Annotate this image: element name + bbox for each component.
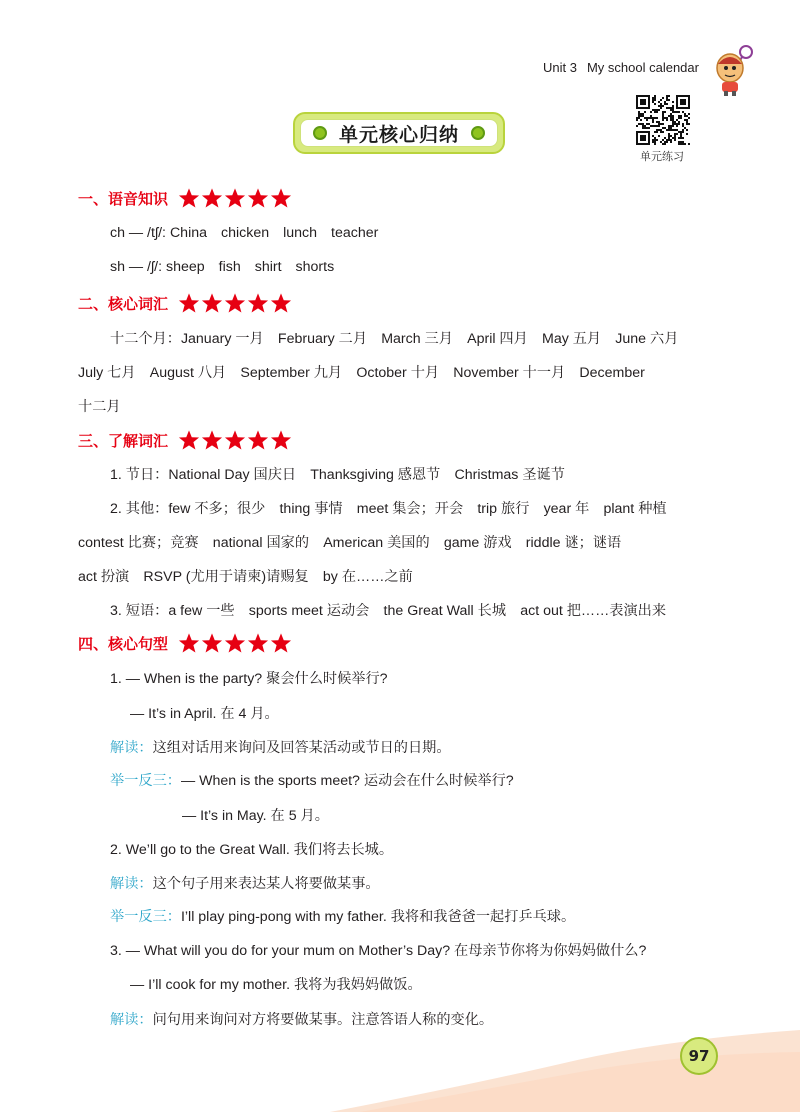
star-icon <box>247 187 269 209</box>
phonics-word: teacher <box>331 225 379 241</box>
phonics-word: lunch <box>283 225 318 241</box>
title-banner <box>293 112 505 154</box>
star-icon <box>201 429 223 451</box>
note-label: 解读： <box>110 1012 153 1028</box>
note-label: 解读： <box>110 740 153 756</box>
vocab-line: 十二月 <box>78 399 121 415</box>
note-line <box>110 874 380 894</box>
star-icon <box>224 292 246 314</box>
section-extra-vocab-header <box>78 428 293 452</box>
star-rating <box>178 632 293 654</box>
example-line <box>110 907 575 927</box>
star-icon <box>270 292 292 314</box>
star-icon <box>201 632 223 654</box>
section-title: 四、核心句型 <box>78 634 169 653</box>
example-line: — It’s in May. 在 5 月。 <box>182 808 329 824</box>
star-icon <box>224 429 246 451</box>
banner-dot-icon <box>313 126 327 140</box>
sentence-line: — It’s in April. 在 4 月。 <box>130 706 279 722</box>
star-icon <box>178 292 200 314</box>
star-icon <box>270 187 292 209</box>
unit-topic: My school calendar <box>586 60 699 75</box>
vocab-line: 十二个月：January 一月 February 二月 March 三月 April 四月 May 五月 June 六月 <box>110 331 679 347</box>
example-label: 举一反三： <box>110 909 181 925</box>
example-line <box>110 771 514 791</box>
unit-number: Unit 3 <box>543 60 577 75</box>
phonics-word: sheep <box>166 259 205 275</box>
qr-code[interactable] <box>636 95 690 145</box>
sentence-line: 3. — What will you do for your mum on Mother’s Day? 在母亲节你将为你妈妈做什么? <box>110 943 647 959</box>
vocab-line: 1. 节日：National Day 国庆日 Thanksgiving 感恩节 Christmas 圣诞节 <box>110 467 565 483</box>
section-phonics-header <box>78 186 293 210</box>
phonics-row <box>110 257 334 277</box>
phonics-prefix: ch — /tʃ/: <box>110 225 166 241</box>
star-icon <box>201 292 223 314</box>
phonics-word: shirt <box>254 259 282 275</box>
section-title: 二、核心词汇 <box>78 294 169 313</box>
phonics-row <box>110 223 378 243</box>
section-core-vocab-header <box>78 291 293 315</box>
running-header <box>543 60 709 75</box>
star-icon <box>247 292 269 314</box>
note-line <box>110 738 451 758</box>
note-text: 这组对话用来询问及回答某活动或节日的日期。 <box>152 740 451 756</box>
banner-dot-icon <box>471 126 485 140</box>
note-label: 解读： <box>110 876 153 892</box>
example-text: I’ll play ping-pong with my father. 我将和我爸爸一起打乒乓球。 <box>180 909 576 925</box>
vocab-line: 3. 短语：a few 一些 sports meet 运动会 the Great Wall 长城 act out 把……表演出来 <box>110 603 667 619</box>
star-icon <box>178 632 200 654</box>
vocab-line: contest 比赛；竞赛 national 国家的 American 美国的 game 游戏 riddle 谜；谜语 <box>78 535 622 551</box>
phonics-prefix: sh — /ʃ/: <box>110 259 163 275</box>
mascot-illustration <box>712 44 758 96</box>
star-icon <box>270 429 292 451</box>
star-rating <box>178 292 293 314</box>
sentence-line: 2. We’ll go to the Great Wall. 我们将去长城。 <box>110 842 394 858</box>
phonics-word: chicken <box>221 225 270 241</box>
star-rating <box>178 187 293 209</box>
section-title: 一、语音知识 <box>78 189 169 208</box>
page-title: 单元核心归纳 <box>338 123 459 146</box>
example-text: — When is the sports meet? 运动会在什么时候举行? <box>180 773 514 789</box>
sentence-line: 1. — When is the party? 聚会什么时候举行? <box>110 671 388 687</box>
star-icon <box>201 187 223 209</box>
phonics-word: China <box>169 225 208 241</box>
star-icon <box>224 632 246 654</box>
section-sentences-header <box>78 631 293 655</box>
star-icon <box>178 187 200 209</box>
phonics-word: shorts <box>295 259 335 275</box>
star-rating <box>178 429 293 451</box>
star-icon <box>270 632 292 654</box>
star-icon <box>247 632 269 654</box>
vocab-line: 2. 其他：few 不多；很少 thing 事情 meet 集会；开会 trip 旅行 year 年 plant 种植 <box>110 501 667 517</box>
vocab-line: act 扮演 RSVP (尤用于请柬)请赐复 by 在……之前 <box>78 569 413 585</box>
page-number: 97 <box>680 1037 718 1075</box>
star-icon <box>224 187 246 209</box>
note-text: 这个句子用来表达某人将要做某事。 <box>152 876 380 892</box>
vocab-line: July 七月 August 八月 September 九月 October 十月 November 十一月 December <box>78 365 645 381</box>
example-label: 举一反三： <box>110 773 181 789</box>
phonics-word: fish <box>218 259 241 275</box>
note-text: 问句用来询问对方将要做某事。注意答语人称的变化。 <box>152 1012 494 1028</box>
star-icon <box>247 429 269 451</box>
qr-label: 单元练习 <box>640 150 684 163</box>
section-title: 三、了解词汇 <box>78 431 169 450</box>
star-icon <box>178 429 200 451</box>
sentence-line: — I’ll cook for my mother. 我将为我妈妈做饭。 <box>130 977 422 993</box>
